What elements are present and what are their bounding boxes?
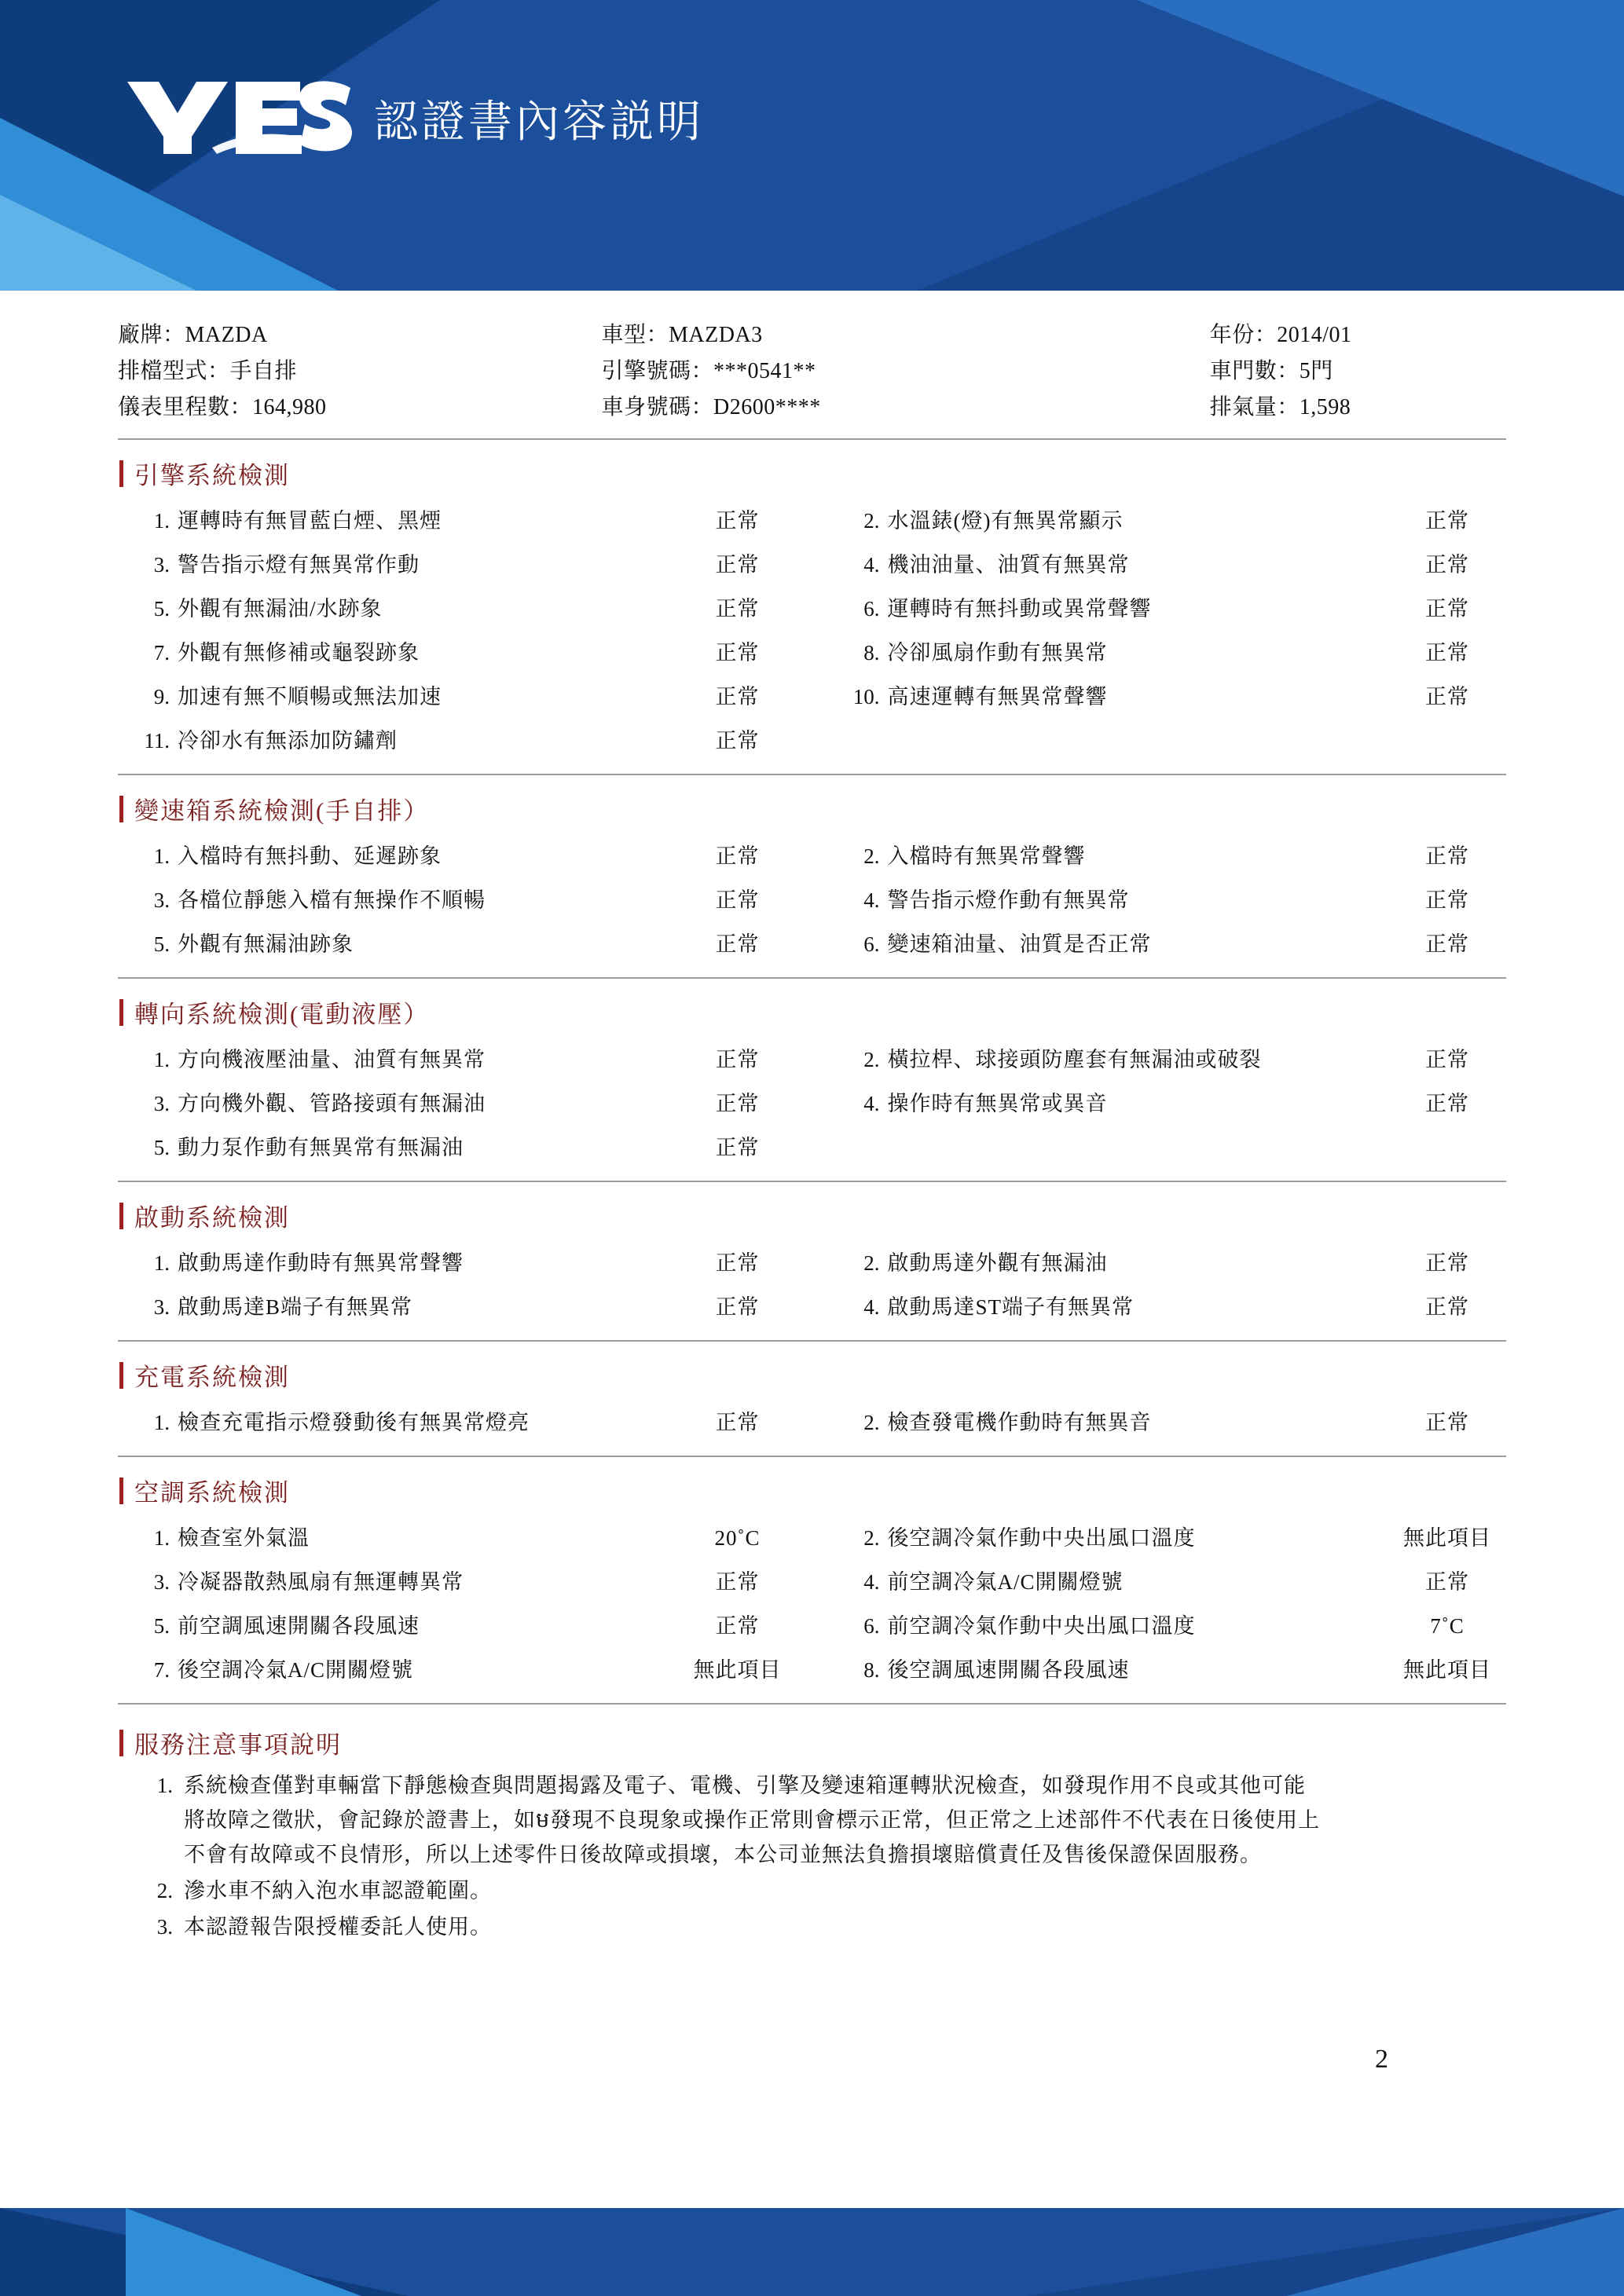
item-number: 3. (153, 1092, 170, 1115)
item-value: 無此項目 (1403, 1526, 1491, 1550)
item-number: 7. (153, 641, 170, 665)
item-value: 正常 (715, 932, 760, 956)
section-bar-icon (119, 999, 123, 1026)
item-number: 4. (863, 1092, 880, 1115)
item-value: 正常 (1425, 844, 1469, 868)
item-value: 正常 (715, 1048, 760, 1071)
item-value: 正常 (715, 685, 760, 709)
item-number: 3. (153, 1570, 170, 1594)
section-starter (118, 1198, 1506, 1342)
section-title-text: 充電系統檢測 (134, 1364, 290, 1391)
item-text: 前空調冷氣作動中央出風口溫度 (887, 1614, 1196, 1638)
section-title-charging (119, 1357, 1506, 1393)
section-title-text: 轉向系統檢測(電動液壓） (134, 1001, 430, 1028)
section-title-text: 引擎系統檢測 (134, 462, 290, 489)
item-text: 操作時有無異常或異音 (887, 1092, 1108, 1115)
item-value: 正常 (715, 1614, 760, 1638)
item-value: 正常 (1425, 1570, 1469, 1594)
item-number: 10. (852, 685, 880, 709)
section-title-transmission (119, 791, 1506, 826)
section-transmission (118, 791, 1506, 979)
section-service-notes (118, 1705, 1506, 1957)
item-text: 高速運轉有無異常聲響 (887, 685, 1108, 709)
inspection-item-empty (812, 1126, 1507, 1170)
item-number: 5. (153, 1614, 170, 1638)
section-title-text: 空調系統檢測 (134, 1479, 290, 1507)
item-value: 正常 (715, 553, 760, 577)
item-value: 7˚C (1430, 1614, 1465, 1638)
inspection-item (118, 1560, 812, 1604)
vehicle-brand: 廠牌：MAZDA (118, 323, 268, 347)
item-text: 外觀有無修補或龜裂跡象 (178, 641, 420, 665)
note-text (184, 1768, 1506, 1872)
item-value: 正常 (715, 597, 760, 621)
item-text: 方向機外觀、管路接頭有無漏油 (178, 1092, 486, 1115)
item-text: 警告指示燈作動有無異常 (887, 888, 1130, 912)
item-text: 各檔位靜態入檔有無操作不順暢 (178, 888, 486, 912)
header-content (118, 75, 704, 162)
item-value: 正常 (715, 844, 760, 868)
inspection-item (118, 631, 812, 675)
yes-logo (118, 75, 354, 162)
item-number: 2. (863, 1411, 880, 1434)
item-value: 正常 (715, 1136, 760, 1159)
item-text: 水溫錶(燈)有無異常顯示 (887, 509, 1124, 533)
note-line: 系統檢查僅對車輛當下靜態檢查與問題揭露及電子、電機、引擎及變速箱運轉狀況檢查，如發現作用不良或其他可能 (184, 1774, 1306, 1797)
inspection-item (118, 1038, 812, 1082)
section-title-engine (119, 456, 1506, 491)
item-text: 啟動馬達ST端子有無異常 (887, 1295, 1135, 1319)
inspection-item (118, 1648, 812, 1692)
section-title-text: 啟動系統檢測 (134, 1204, 290, 1232)
item-text: 後空調風速開關各段風速 (887, 1658, 1130, 1682)
item-text: 冷卻風扇作動有無異常 (887, 641, 1108, 665)
item-text: 啟動馬達外觀有無漏油 (887, 1251, 1108, 1275)
note-line: 滲水車不納入泡水車認證範圍。 (184, 1879, 492, 1902)
item-text: 檢查發電機作動時有無異音 (887, 1411, 1152, 1434)
section-items-transmission (118, 834, 1506, 966)
item-text: 外觀有無漏油跡象 (178, 932, 354, 956)
inspection-item (118, 1401, 812, 1445)
item-text: 變速箱油量、油質是否正常 (887, 932, 1152, 956)
inspection-item (118, 587, 812, 631)
vehicle-info-column-3 (1210, 317, 1506, 426)
item-text: 入檔時有無抖動、延遲跡象 (178, 844, 442, 868)
section-items-charging (118, 1401, 1506, 1445)
note-line: 不會有故障或不良情形，所以上述零件日後故障或損壞，本公司並無法負擔損壞賠償責任及售後保證保固服務。 (184, 1843, 1262, 1866)
section-steering (118, 994, 1506, 1182)
item-number: 11. (144, 729, 170, 753)
section-bar-icon (119, 1478, 123, 1504)
note-line: 本認證報告限授權委託人使用。 (184, 1915, 492, 1939)
vehicle-mileage: 儀表里程數：164,980 (118, 395, 327, 419)
section-title-text: 變速箱系統檢測(手自排） (134, 797, 430, 825)
item-text: 外觀有無漏油/水跡象 (178, 597, 383, 621)
footer-shape-right-mid (1286, 2208, 1624, 2296)
inspection-item (118, 1241, 812, 1285)
note-number: 3. (156, 1915, 173, 1939)
inspection-item (118, 543, 812, 587)
item-number: 2. (863, 509, 880, 533)
inspection-item (812, 1648, 1507, 1692)
item-value: 正常 (1425, 1295, 1469, 1319)
item-text: 啟動馬達作動時有無異常聲響 (178, 1251, 464, 1275)
document-body (0, 291, 1624, 2074)
item-number: 1. (153, 844, 170, 868)
vehicle-displacement: 排氣量：1,598 (1209, 395, 1351, 419)
vehicle-door-count: 車門數：5門 (1209, 359, 1333, 383)
item-number: 4. (863, 1295, 880, 1319)
item-text: 後空調冷氣作動中央出風口溫度 (887, 1526, 1196, 1550)
page-title: 認證書內容説明 (374, 98, 704, 147)
item-number: 9. (153, 685, 170, 709)
item-value: 正常 (1425, 1092, 1469, 1115)
vehicle-model: 車型：MAZDA3 (601, 323, 763, 347)
section-engine (118, 456, 1506, 775)
section-items-steering (118, 1038, 1506, 1170)
item-value: 正常 (1425, 553, 1469, 577)
item-text: 警告指示燈有無異常作動 (178, 553, 420, 577)
page-footer (0, 2208, 1624, 2296)
item-value: 20˚C (714, 1526, 761, 1550)
item-value: 正常 (1425, 597, 1469, 621)
item-text: 運轉時有無抖動或異常聲響 (887, 597, 1152, 621)
item-text: 前空調風速開關各段風速 (178, 1614, 420, 1638)
item-value: 正常 (715, 1411, 760, 1434)
item-value: 正常 (715, 1251, 760, 1275)
section-title-steering (119, 994, 1506, 1030)
section-title-starter (119, 1198, 1506, 1233)
item-number: 6. (863, 597, 880, 621)
item-number: 3. (153, 1295, 170, 1319)
inspection-item (812, 1241, 1507, 1285)
item-value: 正常 (715, 641, 760, 665)
inspection-item (812, 543, 1507, 587)
item-number: 1. (153, 509, 170, 533)
section-bar-icon (119, 1730, 123, 1756)
note-text (184, 1910, 1506, 1944)
item-text: 橫拉桿、球接頭防塵套有無漏油或破裂 (887, 1048, 1262, 1071)
item-number: 1. (153, 1251, 170, 1275)
inspection-item (812, 1604, 1507, 1648)
note-item (118, 1768, 1506, 1872)
inspection-item (118, 834, 812, 878)
item-number: 6. (863, 1614, 880, 1638)
section-bar-icon (119, 1362, 123, 1389)
item-value: 正常 (1425, 685, 1469, 709)
item-number: 8. (863, 641, 880, 665)
item-value: 正常 (1425, 1048, 1469, 1071)
item-text: 冷凝器散熱風扇有無運轉異常 (178, 1570, 464, 1594)
item-number: 1. (153, 1411, 170, 1434)
inspection-item (812, 1516, 1507, 1560)
item-number: 1. (153, 1526, 170, 1550)
service-notes-list (118, 1768, 1506, 1944)
inspection-item-empty (812, 719, 1507, 763)
item-value: 正常 (1425, 1411, 1469, 1434)
item-text: 檢查室外氣溫 (178, 1526, 310, 1550)
header-shape-right-mid (1137, 0, 1624, 196)
item-text: 方向機液壓油量、油質有無異常 (178, 1048, 486, 1071)
inspection-item (118, 922, 812, 966)
item-number: 6. (863, 932, 880, 956)
inspection-item (812, 499, 1507, 543)
section-bar-icon (119, 460, 123, 487)
item-number: 2. (863, 1526, 880, 1550)
section-charging (118, 1357, 1506, 1457)
inspection-item (118, 719, 812, 763)
note-item (118, 1910, 1506, 1944)
inspection-item (118, 1516, 812, 1560)
section-items-air-conditioning (118, 1516, 1506, 1692)
item-text: 啟動馬達B端子有無異常 (178, 1295, 413, 1319)
section-title-text: 服務注意事項說明 (134, 1731, 342, 1759)
item-text: 冷卻水有無添加防鏽劑 (178, 729, 398, 753)
item-text: 加速有無不順暢或無法加速 (178, 685, 442, 709)
item-number: 3. (153, 553, 170, 577)
item-number: 5. (153, 597, 170, 621)
note-text (184, 1873, 1506, 1908)
section-bar-icon (119, 796, 123, 822)
note-item (118, 1873, 1506, 1908)
footer-shape-light (126, 2208, 361, 2296)
item-value: 正常 (715, 729, 760, 753)
note-number: 2. (156, 1879, 173, 1902)
item-text: 檢查充電指示燈發動後有無異常燈亮 (178, 1411, 530, 1434)
section-items-starter (118, 1241, 1506, 1329)
item-number: 4. (863, 888, 880, 912)
item-text: 動力泵作動有無異常有無漏油 (178, 1136, 464, 1159)
item-value: 正常 (715, 1092, 760, 1115)
note-line: 將故障之徵狀，會記錄於證書上，如ម發現不良現象或操作正常則會標示正常，但正常之上述部件不代表在日後使用上 (184, 1808, 1321, 1832)
inspection-item (812, 587, 1507, 631)
inspection-item (812, 1038, 1507, 1082)
item-text: 後空調冷氣A/C開關燈號 (178, 1658, 414, 1682)
item-number: 7. (153, 1658, 170, 1682)
item-value: 正常 (715, 1295, 760, 1319)
item-value: 正常 (715, 509, 760, 533)
inspection-item (118, 1126, 812, 1170)
item-number: 4. (863, 1570, 880, 1594)
item-number: 2. (863, 844, 880, 868)
vehicle-info-column-1 (118, 317, 601, 426)
item-value: 正常 (1425, 1251, 1469, 1275)
inspection-item (118, 1082, 812, 1126)
item-value: 正常 (1425, 509, 1469, 533)
note-number: 1. (156, 1774, 173, 1797)
item-text: 入檔時有無異常聲響 (887, 844, 1086, 868)
item-value: 無此項目 (693, 1658, 782, 1682)
inspection-item (812, 1401, 1507, 1445)
item-text: 機油油量、油質有無異常 (887, 553, 1130, 577)
item-value: 正常 (715, 1570, 760, 1594)
inspection-item (118, 499, 812, 543)
item-value: 正常 (1425, 932, 1469, 956)
inspection-item (812, 1285, 1507, 1329)
item-number: 2. (863, 1048, 880, 1071)
section-items-engine (118, 499, 1506, 763)
section-air-conditioning (118, 1473, 1506, 1705)
item-number: 4. (863, 553, 880, 577)
section-title-air-conditioning (119, 1473, 1506, 1508)
item-value: 正常 (715, 888, 760, 912)
inspection-item (812, 1082, 1507, 1126)
page-header (0, 0, 1624, 291)
vehicle-info-block (118, 291, 1506, 440)
header-shape-light (0, 195, 196, 291)
vehicle-info-column-2 (601, 317, 1209, 426)
item-value: 正常 (1425, 888, 1469, 912)
vehicle-transmission: 排檔型式：手自排 (118, 359, 298, 383)
section-title-service-notes (119, 1725, 1506, 1760)
item-text: 運轉時有無冒藍白煙、黑煙 (178, 509, 442, 533)
inspection-item (812, 631, 1507, 675)
item-number: 5. (153, 1136, 170, 1159)
item-number: 2. (863, 1251, 880, 1275)
inspection-item (118, 675, 812, 719)
item-text: 前空調冷氣A/C開關燈號 (887, 1570, 1124, 1594)
vehicle-body-number: 車身號碼：D2600**** (601, 395, 821, 419)
inspection-item (812, 675, 1507, 719)
vehicle-year: 年份：2014/01 (1209, 323, 1352, 347)
inspection-item (118, 878, 812, 922)
page-number: 2 (1375, 2045, 1388, 2074)
inspection-item (812, 1560, 1507, 1604)
section-bar-icon (119, 1203, 123, 1229)
item-value: 正常 (1425, 641, 1469, 665)
inspection-item (118, 1285, 812, 1329)
inspection-item (812, 834, 1507, 878)
item-number: 8. (863, 1658, 880, 1682)
inspection-item (812, 878, 1507, 922)
item-number: 3. (153, 888, 170, 912)
item-number: 5. (153, 932, 170, 956)
inspection-item (118, 1604, 812, 1648)
item-value: 無此項目 (1403, 1658, 1491, 1682)
inspection-item (812, 922, 1507, 966)
vehicle-engine-number: 引擎號碼：***0541** (601, 359, 816, 383)
item-number: 1. (153, 1048, 170, 1071)
